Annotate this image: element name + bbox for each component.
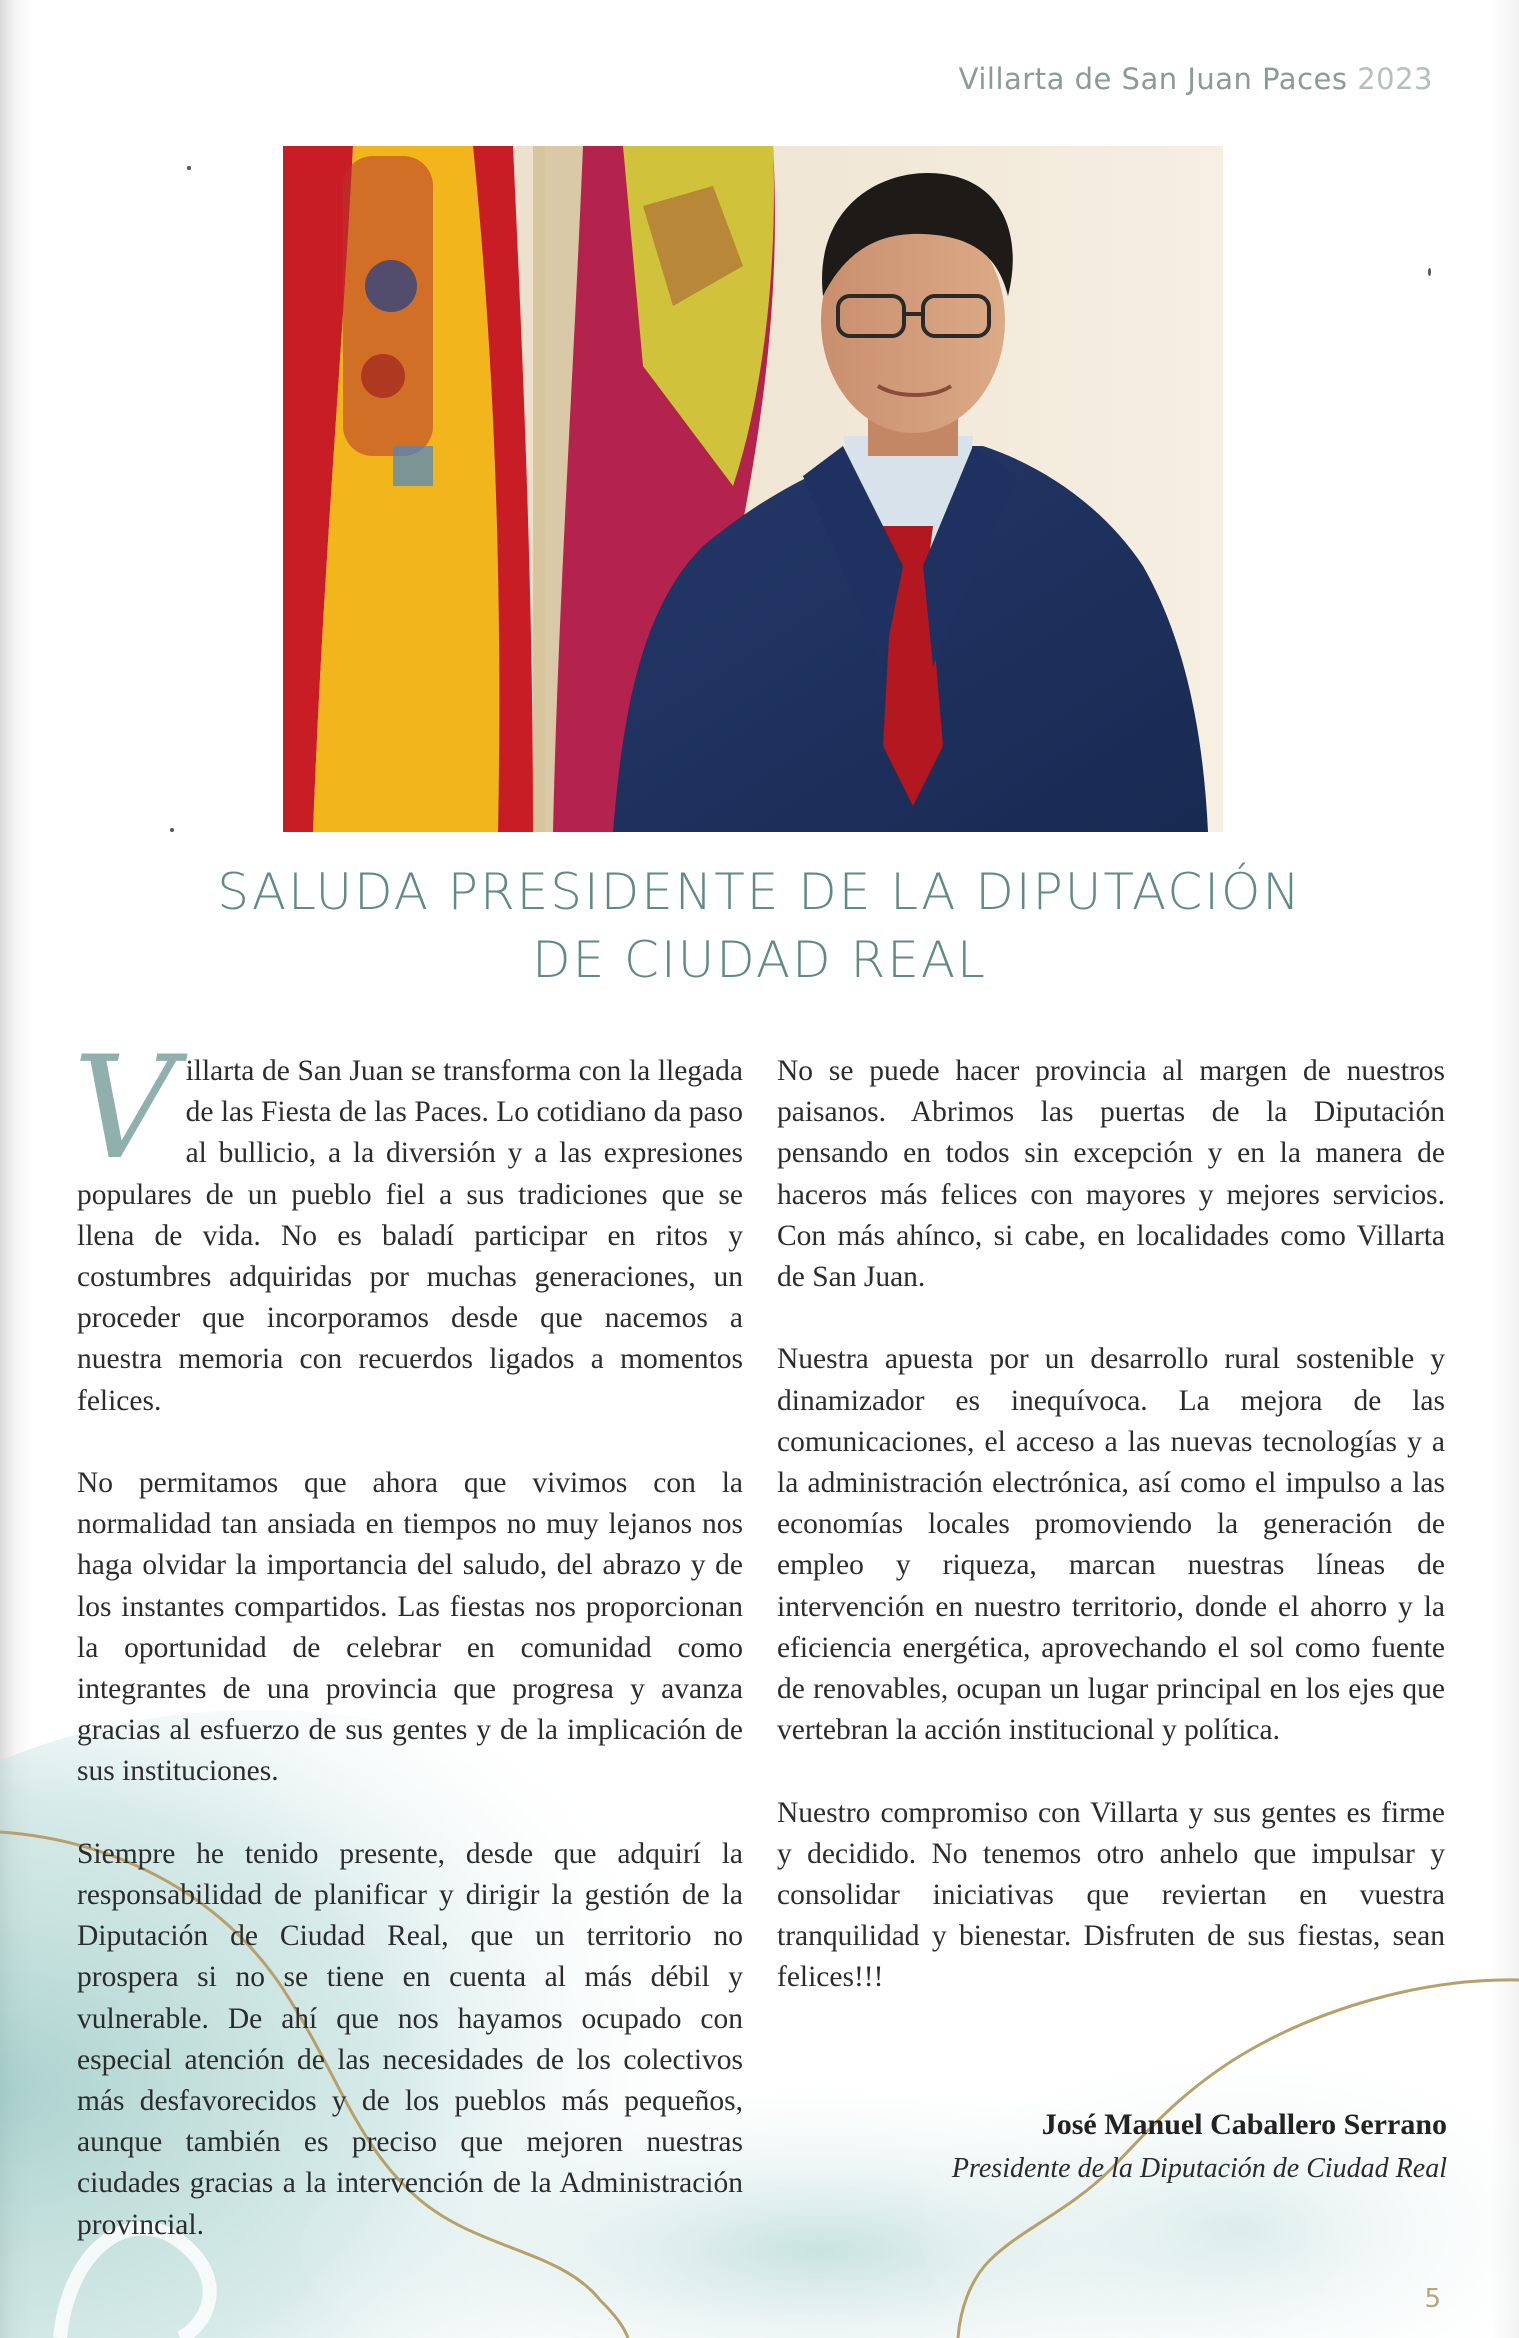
signature-block xyxy=(952,2103,1447,2191)
running-year: 2023 xyxy=(1357,62,1433,96)
title-line-1: SALUDA PRESIDENTE DE LA DIPUTACIÓN xyxy=(217,863,1302,921)
flag-pole xyxy=(533,146,545,832)
photo-illustration xyxy=(283,146,1223,832)
paragraph: Nuestra apuesta por un desarrollo rural sostenible y dinamizador es inequívoca. La mejora de las comunicaciones, el acceso a las nuevas tecnologías y a la administración electrónica, así como el impulso a las economías locales promoviendo la generación de empleo y riqueza, marcan nuestras líneas de intervención en nuestro territorio, donde el ahorro y la eficiencia energética, aprovechando el sol como fuente de renovables, ocupan un lugar principal en los ejes que vertebran la acción institucional y política. xyxy=(777,1343,1445,1747)
signatory-name: José Manuel Caballero Serrano xyxy=(1041,2108,1447,2141)
title-line-2: DE CIUDAD REAL xyxy=(532,931,987,989)
paragraph-text: illarta de San Juan se transforma con la llegada de las Fiesta de las Paces. Lo cotidiano da paso al bullicio, a la diversión y a las expresiones populares de un pueblo fiel a sus tradiciones que se llena de vida. No es baladí participar en ritos y costumbres adquiridas por muchas generaciones, un proceder que incorporamos desde que nacemos a nuestra memoria con recuerdos ligados a momentos felices. xyxy=(77,1055,743,1417)
page-number: 5 xyxy=(1424,2284,1441,2314)
drop-cap: V xyxy=(73,1026,176,1191)
paragraph: Siempre he tenido presente, desde que adquirí la responsabilidad de planificar y dirigir la gestión de la Diputación de Ciudad Real, que un territorio no prospera si no se tiene en cuenta al más débil y vulnerable. De ahí que nos hayamos ocupado con especial atención de las necesidades de los colectivos más desfavorecidos y de los pueblos más pequeños, aunque también es preciso que mejoren nuestras ciudades gracias a la intervención de la Administración provincial. xyxy=(77,1837,743,2241)
president-photo xyxy=(283,146,1223,832)
signatory-role: Presidente de la Diputación de Ciudad Real xyxy=(951,2153,1447,2184)
running-title: Villarta de San Juan Paces xyxy=(958,62,1348,96)
spanish-flag xyxy=(283,146,533,832)
scan-speck xyxy=(1428,268,1431,276)
left-column xyxy=(73,1026,743,2287)
scan-speck xyxy=(170,828,174,832)
paragraph: No se puede hacer provincia al margen de nuestros paisanos. Abrimos las puertas de la Diputación pensando en todos sin excepción y en la manera de haceros más felices con mayores y mejores servicios. Con más ahínco, si cabe, en localidades como Villarta de San Juan. xyxy=(777,1055,1445,1294)
running-header xyxy=(959,62,1433,96)
paragraph xyxy=(73,1026,743,1422)
article-title xyxy=(150,858,1369,994)
scan-speck xyxy=(187,166,191,170)
paragraph: No permitamos que ahora que vivimos con la normalidad tan ansiada en tiempos no muy lejanos nos haga olvidar la importancia del saludo, del abrazo y de los instantes compartidos. Las fiestas nos proporcionan la oportunidad de celebrar en comunidad como integrantes de una provincia que progresa y avanza gracias al esfuerzo de sus gentes y de la implicación de sus instituciones. xyxy=(77,1467,743,1788)
paragraph: Nuestro compromiso con Villarta y sus gentes es firme y decidido. No tenemos otro anhelo que impulsar y consolidar iniciativas que reviertan en vuestra tranquilidad y bienestar. Disfruten de sus fiestas, sean felices!!! xyxy=(777,1796,1445,1994)
right-column xyxy=(777,1051,1445,2040)
